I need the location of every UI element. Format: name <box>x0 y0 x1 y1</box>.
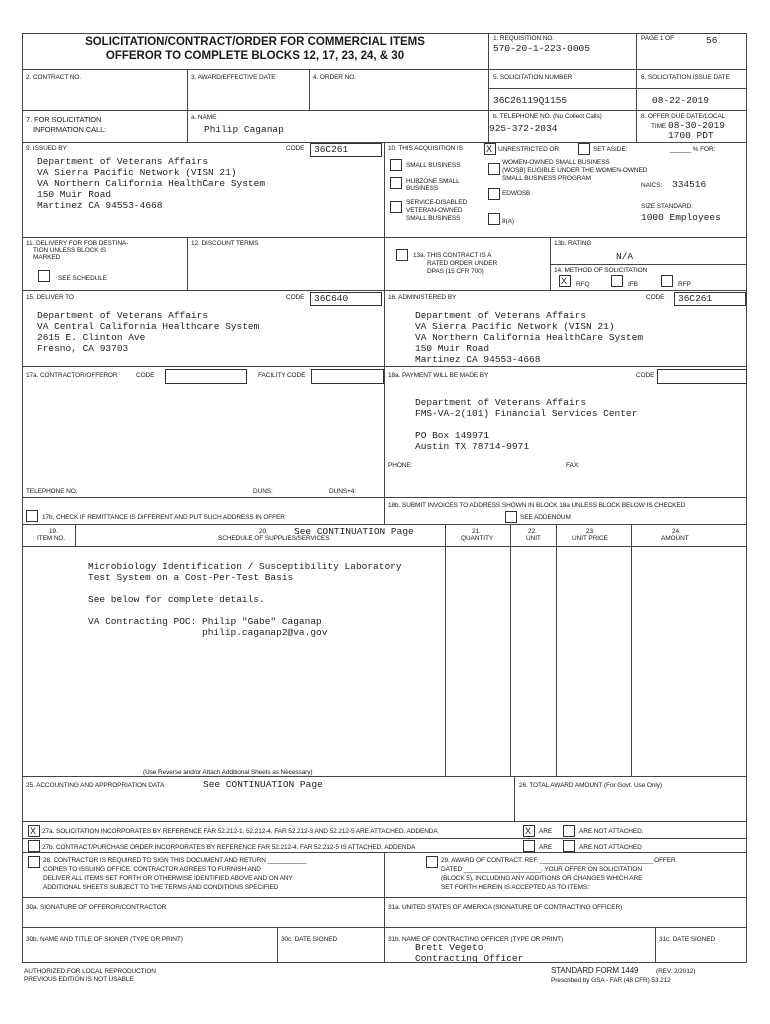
name-label: a. NAME <box>191 114 217 121</box>
payment-phone-label: PHONE: <box>388 462 413 469</box>
issued-by-code-label: CODE <box>286 145 305 152</box>
rated-order-label-3: DPAS (15 CFR 700) <box>427 268 484 275</box>
form-title-line1: SOLICITATION/CONTRACT/ORDER FOR COMMERCIAL ITEMS <box>85 36 425 48</box>
28-line-4: ADDITIONAL SHEETS SUBJECT TO THE TERMS AND CONDITIONS SPECIFIED <box>43 884 279 891</box>
see-schedule-checkbox[interactable] <box>38 270 50 282</box>
rated-order-checkbox[interactable] <box>396 249 408 261</box>
requisition-number[interactable]: 570-20-1-223-0005 <box>493 43 590 54</box>
deliver-to-line-2: VA Central California Healthcare System <box>37 321 260 332</box>
payment-line-4: PO Box 149971 <box>415 430 490 441</box>
size-standard: 1000 Employees <box>641 212 721 223</box>
telephone-number[interactable]: 925-372-2034 <box>489 123 558 134</box>
see-addendum-checkbox[interactable] <box>505 511 517 523</box>
set-aside-pct: ______ % FOR: <box>670 146 716 153</box>
usa-signature-label: 31a. UNITED STATES OF AMERICA (SIGNATURE OF CONTRACTING OFFICER) <box>388 904 623 911</box>
27b-are-checkbox[interactable] <box>523 840 535 852</box>
27b-checkbox[interactable] <box>28 840 40 852</box>
telephone-no-label: TELEPHONE NO. <box>26 488 78 495</box>
hubzone-label-1: HUBZONE SMALL <box>406 178 460 185</box>
page-count: 56 <box>706 35 718 46</box>
issued-by-line-4: 150 Muir Road <box>37 189 112 200</box>
eight-a-label: 8(A) <box>502 218 514 225</box>
edwosb-label: EDWOSB <box>502 190 531 197</box>
rating-value: N/A <box>616 251 634 262</box>
29-checkbox[interactable] <box>426 856 438 868</box>
delivery-label-2: TION UNLESS BLOCK IS <box>33 247 107 254</box>
contractor-label: 17a. CONTRACTOR/OFFEROR <box>26 372 118 379</box>
footer-previous-edition: PREVIOUS EDITION IS NOT USABLE <box>24 976 134 983</box>
facility-code-field[interactable] <box>311 369 384 384</box>
rated-order-label-1: 13a. THIS CONTRACT IS A <box>413 252 492 259</box>
col20-continuation: See CONTINUATION Page <box>294 526 414 537</box>
col22-label: UNIT <box>526 535 541 542</box>
contact-name[interactable]: Philip Caganap <box>204 124 284 135</box>
naics-code: 334516 <box>672 179 707 190</box>
rfq-check-mark: X <box>561 276 568 286</box>
date-signed-30c-label: 30c. DATE SIGNED <box>281 936 338 943</box>
deliver-to-line-3: 2615 E. Clinton Ave <box>37 332 146 343</box>
27a-text: 27a. SOLICITATION INCORPORATES BY REFERENCE FAR 52.212-1, 52.212-4. FAR 52.212-3 AND 52.212-5 ARE ATTACHED. ADDENDA <box>42 828 438 835</box>
payment-line-2: FMS-VA-2(101) Financial Services Center <box>415 408 638 419</box>
contractor-code-field[interactable] <box>165 369 247 384</box>
solicitation-number-label: 5. SOLICITATION NUMBER <box>493 74 573 81</box>
col21-number: 21. <box>472 528 481 535</box>
footer-revision: (REV. 2/2012) <box>656 968 696 975</box>
eight-a-checkbox[interactable] <box>488 213 500 225</box>
solicitation-number[interactable]: 36C26119Q1155 <box>493 95 568 106</box>
remittance-checkbox[interactable] <box>26 510 38 522</box>
schedule-footnote: (Use Reverse and/or Attach Additional Sheets as Necessary) <box>143 769 313 776</box>
administered-by-code-label: CODE <box>646 294 665 301</box>
28-line-3: DELIVER ALL ITEMS SET FORTH OR OTHERWISE IDENTIFIED ABOVE AND ON ANY <box>43 875 293 882</box>
award-date-label: 3. AWARD/EFFECTIVE DATE <box>191 74 276 81</box>
issued-by-code: 36C261 <box>314 144 349 155</box>
administered-by-line-2: VA Sierra Pacific Network (VISN 21) <box>415 321 615 332</box>
facility-code-label: FACILITY CODE <box>258 372 306 379</box>
col19-label: ITEM NO. <box>37 535 66 542</box>
deliver-to-line-1: Department of Veterans Affairs <box>37 310 209 321</box>
issued-by-line-5: Martinez CA 94553-4668 <box>37 200 163 211</box>
deliver-to-code-label: CODE <box>286 294 305 301</box>
unrestricted-check-mark: X <box>486 144 493 154</box>
solicitation-info-label-1: 7. FOR SOLICITATION <box>26 115 102 124</box>
issue-date-label: 6. SOLICITATION ISSUE DATE <box>641 74 730 81</box>
accounting-value: See CONTINUATION Page <box>203 779 323 790</box>
contract-no-label: 2. CONTRACT NO. <box>26 74 82 81</box>
small-business-checkbox[interactable] <box>390 159 402 171</box>
contracting-officer-name: Brett Vegeto <box>415 942 484 953</box>
offer-due-time[interactable]: 1700 PDT <box>668 130 714 141</box>
wosb-label-3: SMALL BUSINESS PROGRAM <box>502 175 591 182</box>
requisition-label: 1. REQUISITION NO. <box>493 35 555 42</box>
col20-number: 20. <box>259 528 268 535</box>
footer-prescribed: Prescribed by GSA - FAR (48 CFR) 53.212 <box>551 977 671 984</box>
issued-by-line-1: Department of Veterans Affairs <box>37 156 209 167</box>
29-line-1: 29. AWARD OF CONTRACT: REF. ________________________________ OFFER <box>441 857 676 864</box>
rfp-label: RFP <box>678 281 691 288</box>
order-no-label: 4. ORDER NO. <box>313 74 356 81</box>
small-business-label: SMALL BUSINESS <box>406 162 461 169</box>
method-label: 14. METHOD OF SOLICITATION <box>554 267 648 274</box>
administered-by-line-3: VA Northern California HealthCare System <box>415 332 644 343</box>
29-line-2: DATED ______________________. YOUR OFFER ON SOLICITATION <box>441 866 642 873</box>
contracting-officer-label: 31b. NAME OF CONTRACTING OFFICER (TYPE OR PRINT) <box>388 936 564 943</box>
administered-by-line-4: 150 Muir Road <box>415 343 490 354</box>
col24-label: AMOUNT <box>661 535 689 542</box>
signer-name-label: 30b. NAME AND TITLE OF SIGNER (TYPE OR PRINT) <box>26 936 183 943</box>
schedule-line-7: philip.caganap2@va.gov <box>88 627 328 638</box>
unrestricted-checkbox[interactable] <box>484 143 496 155</box>
contracting-officer-title: Contracting Officer <box>415 953 524 964</box>
naics-label: NAICS: <box>641 182 663 189</box>
rfq-label: RFQ <box>576 281 590 288</box>
hubzone-checkbox[interactable] <box>390 177 402 189</box>
wosb-label-1: WOMEN-OWNED SMALL BUSINESS <box>502 159 610 166</box>
28-checkbox[interactable] <box>28 856 40 868</box>
accounting-label: 25. ACCOUNTING AND APPROPRIATION DATA <box>26 782 165 789</box>
administered-by-code: 36C261 <box>678 293 713 304</box>
administered-by-line-1: Department of Veterans Affairs <box>415 310 587 321</box>
27a-check-mark: X <box>30 826 37 836</box>
deliver-to-code: 36C640 <box>314 293 349 304</box>
sdvosb-checkbox[interactable] <box>390 201 402 213</box>
27a-are-label: ARE <box>539 828 553 835</box>
rated-order-label-2: RATED ORDER UNDER <box>427 260 498 267</box>
remittance-label: 17b. CHECK IF REMITTANCE IS DIFFERENT AND PUT SUCH ADDRESS IN OFFER <box>42 514 285 521</box>
submit-invoices-label: 18b. SUBMIT INVOICES TO ADDRESS SHOWN IN BLOCK 18a UNLESS BLOCK BELOW IS CHECKED <box>388 502 686 509</box>
hubzone-label-2: BUSINESS <box>406 185 439 192</box>
sdvosb-label-3: SMALL BUSINESS <box>406 215 461 222</box>
offer-due-date[interactable]: 08-30-2019 <box>668 120 726 131</box>
sdvosb-label-1: SERVICE-DISABLED <box>406 199 468 206</box>
27b-are-not-checkbox[interactable] <box>563 840 575 852</box>
payment-fax-label: FAX: <box>566 462 580 469</box>
schedule-line-4: See below for complete details. <box>88 594 265 605</box>
27b-text: 27b. CONTRACT/PURCHASE ORDER INCORPORATES BY REFERENCE FAR 52.212-4. FAR 52.212-5 IS ATTACHED. ADDENDA <box>42 844 416 851</box>
page-label: PAGE 1 OF <box>641 35 674 42</box>
footer-form-name: STANDARD FORM 1449 <box>551 966 639 975</box>
27a-are-not-checkbox[interactable] <box>563 825 575 837</box>
solicitation-info-label-2: INFORMATION CALL: <box>33 125 107 134</box>
date-signed-31c-label: 31c. DATE SIGNED <box>659 936 716 943</box>
ifb-checkbox[interactable] <box>611 275 623 287</box>
see-addendum-label: SEE ADDENDUM <box>520 514 571 521</box>
telephone-label: b. TELEPHONE NO. (No Collect Calls) <box>493 113 602 120</box>
col21-label: QUANTITY <box>461 535 494 542</box>
27b-are-label: ARE <box>539 844 553 851</box>
27a-are-checkbox[interactable] <box>523 825 535 837</box>
payment-line-1: Department of Veterans Affairs <box>415 397 587 408</box>
footer-authorized: AUTHORIZED FOR LOCAL REPRODUCTION <box>24 968 156 975</box>
29-line-4: SET FORTH HEREIN IS ACCEPTED AS TO ITEMS: <box>441 884 589 891</box>
payment-label: 18a. PAYMENT WILL BE MADE BY <box>388 372 489 379</box>
unrestricted-label: UNRESTRICTED OR <box>498 146 559 153</box>
offer-due-label: 8. OFFER DUE DATE/LOCAL <box>641 113 726 120</box>
payment-code-field[interactable] <box>657 369 747 384</box>
set-aside-label: SET ASIDE: <box>593 146 628 153</box>
deliver-to-line-4: Fresno, CA 93703 <box>37 343 129 354</box>
administered-by-line-5: Martinez CA 94553-4668 <box>415 354 541 365</box>
ifb-label: IFB <box>628 281 638 288</box>
edwosb-checkbox[interactable] <box>488 188 500 200</box>
27a-checkbox[interactable] <box>28 825 40 837</box>
col19-number: 19. <box>49 528 58 535</box>
schedule-line-6: VA Contracting POC: Philip "Gabe" Caganap <box>88 616 322 627</box>
col20-label: SCHEDULE OF SUPPLIES/SERVICES <box>218 535 330 542</box>
delivery-label-3: MARKED <box>33 254 61 261</box>
issued-by-label: 9. ISSUED BY <box>26 145 67 152</box>
schedule-line-2: Test System on a Cost-Per-Test Basis <box>88 572 294 583</box>
col23-label: UNIT PRICE <box>572 535 608 542</box>
size-standard-label: SIZE STANDARD: <box>641 203 693 210</box>
deliver-to-label: 15. DELIVER TO <box>26 294 74 301</box>
col22-number: 22. <box>528 528 537 535</box>
issued-by-line-2: VA Sierra Pacific Network (VISN 21) <box>37 167 237 178</box>
acquisition-label: 10. THIS ACQUISITION IS <box>388 145 463 152</box>
28-line-2: COPIES TO ISSUING OFFICE. CONTRACTOR AGREES TO FURNISH AND <box>43 866 261 873</box>
set-aside-checkbox[interactable] <box>578 143 590 155</box>
form-title-line2: OFFEROR TO COMPLETE BLOCKS 12, 17, 23, 24, & 30 <box>105 50 405 62</box>
col24-number: 24. <box>672 528 681 535</box>
schedule-line-1: Microbiology Identification / Susceptibility Laboratory <box>88 561 402 572</box>
discount-terms-label: 12. DISCOUNT TERMS <box>191 240 259 247</box>
27a-are-not-label: ARE NOT ATTACHED. <box>579 828 644 835</box>
duns-label: DUNS: <box>253 488 273 495</box>
sdvosb-label-2: VETERAN-OWNED <box>406 207 463 214</box>
issued-by-line-3: VA Northern California HealthCare System <box>37 178 266 189</box>
rfq-checkbox[interactable] <box>559 275 571 287</box>
see-schedule-label: SEE SCHEDULE <box>58 275 108 282</box>
col23-number: 23. <box>586 528 595 535</box>
offer-due-time-label: TIME <box>651 123 667 130</box>
administered-by-label: 16. ADMINISTERED BY <box>388 294 457 301</box>
rfp-checkbox[interactable] <box>661 275 673 287</box>
payment-line-5: Austin TX 78714-9971 <box>415 441 530 452</box>
29-line-3: (BLOCK 5), INCLUDING ANY ADDITIONS OR CHANGES WHICH ARE <box>441 875 643 882</box>
27b-are-not-label: ARE NOT ATTACHED <box>579 844 642 851</box>
issue-date[interactable]: 08-22-2019 <box>652 95 710 106</box>
28-line-1: 28. CONTRACTOR IS REQUIRED TO SIGN THIS DOCUMENT AND RETURN ___________ <box>43 857 307 864</box>
rating-label: 13b. RATING <box>554 240 592 247</box>
duns4-label: DUNS+4: <box>329 488 356 495</box>
payment-code-label: CODE <box>636 372 655 379</box>
27a-are-check-mark: X <box>525 826 532 836</box>
delivery-label-1: 11. DELIVERY FOR FOB DESTINA- <box>26 240 129 247</box>
total-award-label: 26. TOTAL AWARD AMOUNT (For Govt. Use Only) <box>519 782 662 789</box>
contractor-code-label: CODE <box>136 372 155 379</box>
wosb-checkbox[interactable] <box>488 163 500 175</box>
wosb-label-2: (WOSB) ELIGIBLE UNDER THE WOMEN-OWNED <box>502 167 648 174</box>
offeror-signature-label: 30a. SIGNATURE OF OFFEROR/CONTRACTOR <box>26 904 167 911</box>
